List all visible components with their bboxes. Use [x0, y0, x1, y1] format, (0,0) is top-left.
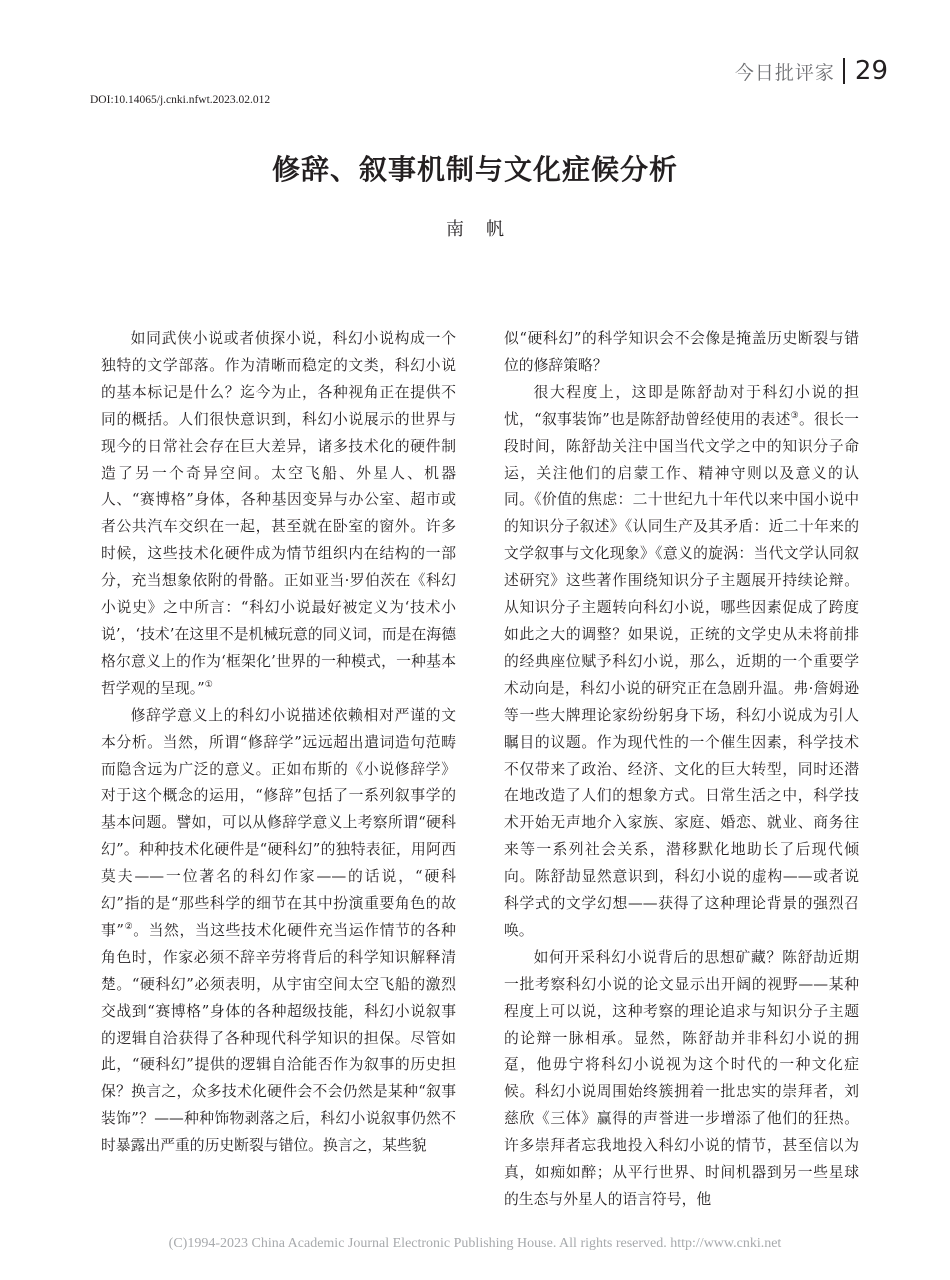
- article-author: 南帆: [446, 219, 526, 240]
- header-divider: [843, 58, 845, 84]
- paragraph-text: 如同武侠小说或者侦探小说，科幻小说构成一个独特的文学部落。作为清晰而稳定的文类，科幻小说的基本标记是什么？迄今为止，各种视角正在提供不同的概括。人们很快意识到，科幻小说展示的世界与现今的日常社会存在巨大差异，诸多技术化的硬件制造了另一个奇异空间。太空飞船、外星人、机器人、“赛博格”身体，各种基因变异与办公室、超市或者公共汽车交织在一起，甚至就在卧室的窗外。许多时候，这些技术化硬件成为情节组织内在结构的一部分，充当想象依附的骨骼。正如亚当·罗伯茨在《科幻小说史》之中所言：“科幻小说最好被定义为‘技术小说’，‘技术’在这里不是机械玩意的同义词，而是在海德格尔意义上的作为‘框架化’世界的一种模式，一种基本哲学观的呈现。”: [101, 330, 456, 697]
- footnote-marker: ③: [790, 410, 799, 421]
- copyright-footer: (C)1994-2023 China Academic Journal Electronic Publishing House. All rights reserved. http://www.cnki.net: [168, 1236, 782, 1251]
- paragraph: 如何开采科幻小说背后的思想矿藏？陈舒劼近期一批考察科幻小说的论文显示出开阔的视野——某种程度上可以说，这种考察的理论追求与知识分子主题的论辩一脉相承。显然，陈舒劼并非科幻小说的拥趸，他毋宁将科幻小说视为这个时代的一种文化症候。科幻小说周围始终簇拥着一批忠实的崇拜者，刘慈欣《三体》赢得的声誉进一步增添了他们的狂热。许多崇拜者忘我地投入科幻小说的情节，甚至信以为真，如痴如醉；从平行世界、时间机器到另一些星球的生态与外星人的语言符号，他: [504, 948, 859, 1208]
- paragraph-text: 很大程度上，这即是陈舒劼对于科幻小说的担忧，“叙事装饰”也是陈舒劼曾经使用的表述: [504, 383, 859, 428]
- paragraph: [504, 380, 859, 945]
- left-column: [101, 326, 456, 1160]
- paragraph: 似“硬科幻”的科学知识会不会像是掩盖历史断裂与错位的修辞策略？: [504, 330, 859, 374]
- paragraph-text: 。很长一段时间，陈舒劼关注中国当代文学之中的知识分子命运，关注他们的启蒙工作、精神守则以及意义的认同。《价值的焦虑：二十世纪九十年代以来中国小说中的知识分子叙述》《认同生产及其矛盾：近二十年来的文学叙事与文化现象》《意义的旋涡：当代文学认同叙述研究》这些著作围绕知识分子主题展开持续论辩。从知识分子主题转向科幻小说，哪些因素促成了跨度如此之大的调整？如果说，正统的文学史从未将前排的经典座位赋予科幻小说，那么，近期的一个重要学术动向是，科幻小说的研究正在急剧升温。弗·詹姆逊等一些大牌理论家纷纷躬身下场，科幻小说成为引人瞩目的议题。作为现代性的一个催生因素，科学技术不仅带来了政治、经济、文化的巨大转型，同时还潜在地改造了人们的想象方式。日常生活之中，科学技术开始无声地介入家族、家庭、婚恋、就业、商务往来等一系列社会关系，潜移默化地助长了后现代倾向。陈舒劼显然意识到，科幻小说的虚构——或者说科学式的文学幻想——获得了这种理论背景的强烈召唤。: [504, 410, 859, 939]
- paragraph: [101, 326, 456, 703]
- running-head: [735, 56, 888, 86]
- paragraph-text: 修辞学意义上的科幻小说描述依赖相对严谨的文本分析。当然，所谓“修辞学”远远超出遣词造句范畴而隐含远为广泛的意义。正如布斯的《小说修辞学》对于这个概念的运用，“修辞”包括了一系列叙事学的基本问题。譬如，可以从修辞学意义上考察所谓“硬科幻”。种种技术化硬件是“硬科幻”的独特表征，用阿西莫夫——一位著名的科幻作家——的话说，“硬科幻”指的是“那些科学的细节在其中扮演重要角色的故事”: [101, 706, 456, 939]
- paragraph: [101, 703, 456, 1160]
- doi-line: DOI:10.14065/j.cnki.nfwt.2023.02.012: [90, 94, 271, 106]
- right-column: [504, 326, 859, 1214]
- paragraph-text: 。当然，当这些技术化硬件充当运作情节的各种角色时，作家必须不辞辛劳将背后的科学知识解释清楚。“硬科幻”必须表明，从宇宙空间太空飞船的激烈交战到“赛博格”身体的各种超级技能，科幻小说叙事的逻辑自洽获得了各种现代科学知识的担保。尽管如此，“硬科幻”提供的逻辑自洽能否作为叙事的历史担保？换言之，众多技术化硬件会不会仍然是某种“叙事装饰”？——种种饰物剥落之后，科幻小说叙事仍然不时暴露出严重的历史断裂与错位。换言之，某些貌: [101, 921, 456, 1155]
- footnote-marker: ②: [123, 922, 134, 933]
- footnote-marker: ①: [204, 679, 213, 690]
- page-number: 29: [854, 56, 888, 86]
- journal-name: 今日批评家: [734, 61, 835, 84]
- article-title: 修辞、叙事机制与文化症候分析: [271, 153, 678, 186]
